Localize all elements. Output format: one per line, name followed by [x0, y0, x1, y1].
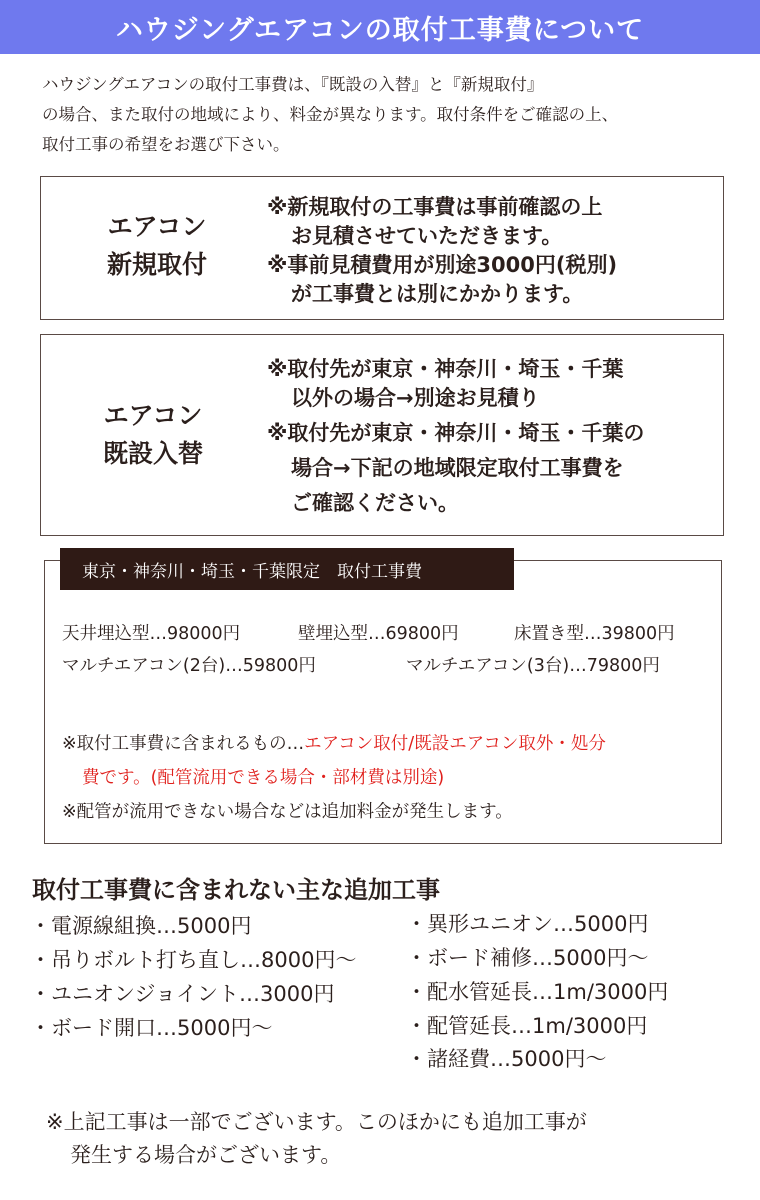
included-items: エアコン取付/既設エアコン取外・処分: [304, 734, 606, 754]
price-ceiling: 天井埋込型…98000円: [62, 624, 241, 644]
replace-notes: [267, 355, 644, 518]
extra-item: ・ボード補修…5000円～: [406, 946, 649, 970]
header-bar: [0, 0, 760, 54]
replace-label: [73, 397, 233, 473]
extra-item: ・諸経費…5000円～: [406, 1047, 607, 1071]
new-install-notes: [267, 193, 617, 309]
note-line: ご確認ください。: [291, 491, 459, 515]
extra-item: ・ボード開口…5000円～: [30, 1016, 273, 1040]
new-install-label: [77, 208, 237, 284]
replace-box: [40, 334, 724, 536]
regional-tab: [60, 548, 514, 590]
note-line: ※事前見積費用が別途3000円(税別): [267, 253, 618, 277]
note-line: ※取付先が東京・神奈川・埼玉・千葉の: [267, 421, 645, 445]
extra-item: ・ユニオンジョイント…3000円: [30, 982, 335, 1006]
regional-tab-label: 東京・神奈川・埼玉・千葉限定 取付工事費: [82, 561, 422, 582]
note-line: 場合→下記の地域限定取付工事費を: [291, 456, 624, 480]
label-line: エアコン: [107, 212, 207, 241]
extra-item: ・配管延長…1m/3000円: [406, 1014, 648, 1038]
footer-line: 発生する場合がございます。: [70, 1143, 342, 1167]
price-floor: 床置き型…39800円: [514, 624, 675, 644]
price-multi-2: マルチエアコン(2台)…59800円: [62, 656, 316, 676]
extra-item: ・電源線組換…5000円: [30, 914, 252, 938]
label-line: 既設入替: [102, 439, 203, 468]
page-title: ハウジングエアコンの取付工事費について: [115, 14, 645, 46]
new-install-box: [40, 176, 724, 320]
footer-line: ※上記工事は一部でございます。このほかにも追加工事が: [46, 1110, 587, 1134]
note-line: が工事費とは別にかかります。: [291, 282, 584, 306]
intro-line: ハウジングエアコンの取付工事費は、『既設の入替』と『新規取付』: [42, 75, 544, 94]
intro-text: [42, 70, 732, 160]
price-wall: 壁埋込型…69800円: [298, 624, 459, 644]
footer-note: [46, 1106, 587, 1172]
note-line: ※取付先が東京・神奈川・埼玉・千葉: [267, 357, 624, 381]
note-line: 以外の場合→別途お見積り: [291, 386, 540, 410]
extras-heading: 取付工事費に含まれない主な追加工事: [32, 876, 440, 904]
label-line: 新規取付: [106, 250, 207, 279]
extra-item: ・配水管延長…1m/3000円: [406, 980, 669, 1004]
included-note: [62, 730, 606, 755]
included-note-cont: 費です。(配管流用できる場合・部材費は別途): [82, 768, 445, 788]
price-multi-3: マルチエアコン(3台)…79800円: [406, 656, 660, 676]
included-prefix: ※取付工事費に含まれるもの…: [62, 734, 305, 754]
extra-item: ・異形ユニオン…5000円: [406, 912, 649, 936]
note-line: ※新規取付の工事費は事前確認の上: [267, 195, 603, 219]
intro-line: 取付工事の希望をお選び下さい。: [42, 135, 290, 154]
intro-line: の場合、また取付の地域により、料金が異なります。取付条件をご確認の上、: [42, 105, 619, 124]
extra-charge-note: ※配管が流用できない場合などは追加料金が発生します。: [62, 802, 513, 822]
label-line: エアコン: [103, 401, 203, 430]
note-line: お見積させていただきます。: [291, 224, 563, 248]
extra-item: ・吊りボルト打ち直し…8000円～: [30, 948, 357, 972]
